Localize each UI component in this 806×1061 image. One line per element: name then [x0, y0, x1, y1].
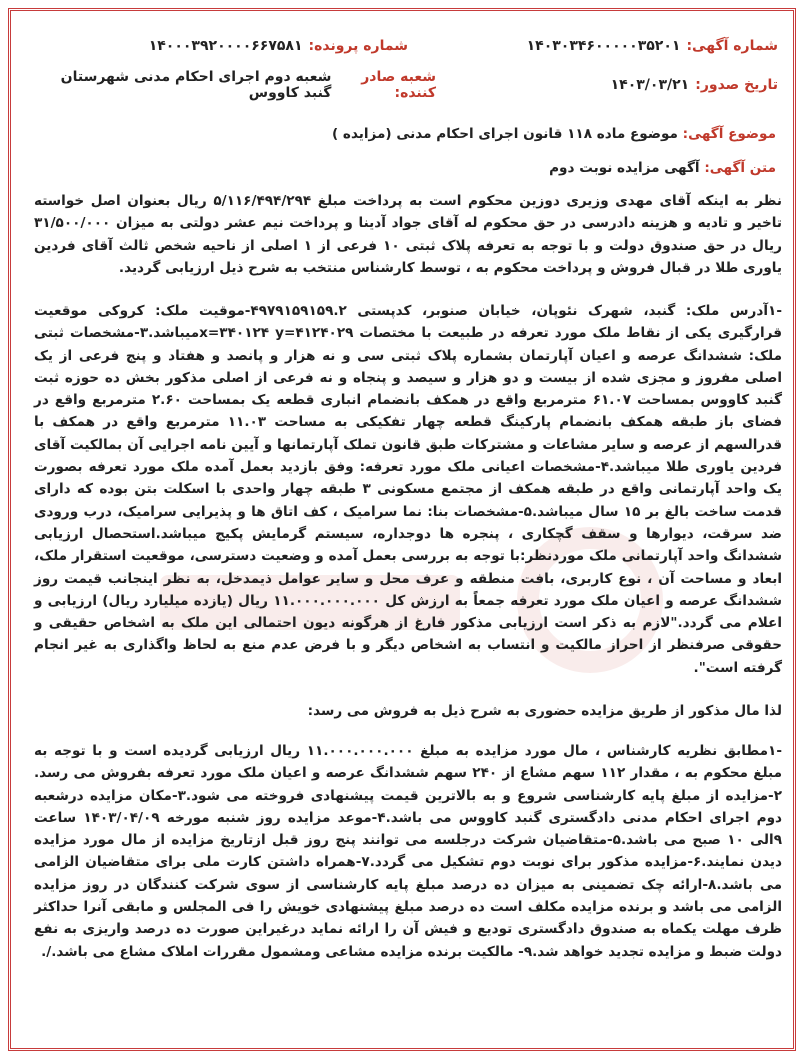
issue-date-label: تاریخ صدور:: [695, 77, 778, 93]
subject-value: موضوع ماده ۱۱۸ قانون اجرای احکام مدنی (مزایده ): [331, 126, 678, 142]
body-heading-value: آگهی مزایده نوبت دوم: [549, 160, 700, 176]
issuer-label: شعبه صادر کننده:: [361, 69, 436, 101]
subject-label: موضوع آگهی:: [682, 126, 776, 142]
issue-date-value: ۱۴۰۳/۰۳/۲۱: [610, 77, 690, 93]
file-number-value: ۱۴۰۰۰۳۹۲۰۰۰۰۶۶۷۵۸۱: [148, 38, 303, 54]
paragraph-intro: نظر به اینکه آقای مهدی وزیری دوزین محکوم است به پرداخت مبلغ ۵/۱۱۶/۴۹۴/۲۹۴ ریال بعنوان اصل خواسته تاخیر و تادیه و هزینه دادرسی در حق محکوم له آقای جواد آدینا و پرداخت نیم عشر دولتی به میزان ۳۱/۵۰۰/۰۰۰ ریال در حق صندوق دولت و با توجه به تعرفه پلاک ثبتی ۱۰ فرعی از ۱ اصلی از ناحیه شخص ثالث آقای فردین یاوری طلا در قبال فروش و پرداخت محکوم به ، توسط کارشناس منتخب به شرح ذیل ارزیابی گردید.: [34, 193, 782, 276]
body-heading-line: [40, 160, 776, 176]
subject-line: [40, 126, 776, 142]
header-row-2: [40, 69, 778, 101]
file-number-label: شماره پرونده:: [308, 38, 408, 54]
issue-date: [611, 77, 778, 93]
paragraph-property-details: -۱آدرس ملک: گنبد، شهرک نئوپان، خیابان صنوبر، کدپستی ۴۹۷۹۱۵۹۱۵۹.۲-موقیت ملک: کروکی موقعیت قرارگیری یکی از نقاط ملک مورد تعرفه در طبیعت با مختصات x=۳۴۰۱۲۴ y=۴۱۲۴۰۲۹میباشد.۳-مشخصات ثبتی ملک: ششدانگ عرصه و اعیان آپارتمان بشماره پلاک ثبتی سی و نه هزار و پانصد و هفتاد و پنج فرعی از یک اصلی مفروز و مجزی شده از بیست و دو هزار و سیصد و پنجاه و نه فرعی از اصلی مذکور بخش ده حوزه ثبت گنبد کاووس بمساحت ۶۱.۰۷ مترمربع واقع در همکف بانضمام انباری قطعه یک بمساحت ۲.۶۰ مترمربع واقع در فضای باز طبقه همکف بانضمام پارکینگ قطعه چهار تفکیکی به مساحت ۱۱.۰۳ مترمربع واقع در همکف با قدرالسهم از عرصه و سایر مشاعات و مشترکات طبق قانون تملک آپارتمانها و آیین نامه اجرایی آن بمالکیت آقای فردین یاوری طلا میباشد.۴-مشخصات اعیانی ملک مورد تعرفه: وفق بازدید بعمل آمده ملک مورد تعرفه بصورت یک واحد آپارتمانی واقع در طبقه همکف از مجتمع مسکونی ۳ طبقه چهار واحدی با اسکلت بتن بوده که دارای قدمت ساخت بالغ بر ۱۵ سال میباشد.۵-مشخصات بنا: نما سرامیک ، کف اتاق ها و پذیرایی سرامیک، درب ورودی ضد سرقت، دیوارها و سقف گچکاری ، پنجره ها دوجداره، سیستم گرمایش پکیج میباشد.استحصال ارزیابی ششدانگ واحد آپارتمانی ملک موردنظر:با توجه به بررسی بعمل آمده و وضعیت دسترسی، موقعیت استقرار ملک، ابعاد و مساحت آن ، نوع کاربری، بافت منطقه و عرف محل و سایر عوامل ذیمدخل، به نظر اینجانب قیمت روز ششدانگ عرصه و اعیان ملک مورد تعرفه جمعاً به ارزش کل ۱۱.۰۰۰.۰۰۰.۰۰۰ ریال (یازده میلیارد ریال) ارزیابی و اعلام می گردد."لازم به ذکر است ارزیابی مذکور فارغ از هرگونه دیون احتمالی این ملک به اشخاص حقیقی و حقوقی صرفنظر از احراز مالکیت و انتساب به اشخاص دیگر و با فرض عدم منع به لحاظ واگذاری به غیر انجام گرفته است".: [34, 303, 783, 676]
notice-number-value: ۱۴۰۳۰۳۴۶۰۰۰۰۰۳۵۲۰۱: [526, 38, 681, 54]
header-row-1: [40, 34, 778, 58]
paragraph-sale-notice: لذا مال مذکور از طریق مزایده حضوری به شرح ذیل به فروش می رسد:: [307, 703, 782, 719]
issuer-value: شعبه دوم اجرای احکام مدنی شهرستان گنبد کاووس: [60, 69, 332, 101]
paragraph-auction-terms: -۱مطابق نظریه کارشناس ، مال مورد مزایده به مبلغ ۱۱.۰۰۰.۰۰۰.۰۰۰ ریال ارزیابی گردیده است و با توجه به مبلغ محکوم به ، مقدار ۱۱۲ سهم مشاع از ۲۴۰ سهم ششدانگ عرصه و اعیان ملک مورد تعرفه بفروش می رسد. ۲-مزایده از مبلغ پایه کارشناسی شروع و به بالاترین قیمت پیشنهادی فروخته می شود.۳-مکان مزایده درشعبه دوم اجرای احکام مدنی دادگستری گنبد کاووس می باشد.۴-موعد مزایده روز شنبه مورخه ۱۴۰۳/۰۴/۰۹ ساعت ۹الی ۱۰ صبح می باشد.۵-متقاضیان شرکت درجلسه می توانند پنج روز قبل ازتاریخ مزایده از مال مورد مزایده دیدن نمایند.۶-مزایده مذکور برای نوبت دوم تشکیل می گردد.۷-همراه داشتن کارت ملی برای متقاضیان الزامی می باشد.۸-ارائه چک تضمینی به میزان ده درصد مبلغ پایه کارشناسی از سوی شرکت کنندگان در روز مزایده الزامی می باشد و برنده مزایده مکلف است ده درصد مبلغ پیشنهادی خویش را فی المجلس و مابقی آنرا حداکثر ظرف مهلت یکماه به صندوق دادگستری تودیع و فیش آن را ارائه نماید درغیراین صورت ده درصد واریزی به نفع دولت ضبط و مزایده تجدید خواهد شد.۹- مالکیت برنده مزایده مشاعی ومشمول مقررات املاک مشاع می باشد./.: [34, 743, 783, 960]
notice-number-label: شماره آگهی:: [686, 38, 778, 54]
notice-number: [527, 38, 778, 54]
file-number: [149, 38, 408, 54]
body-heading-label: متن آگهی:: [704, 160, 776, 176]
issuer: [40, 69, 436, 101]
